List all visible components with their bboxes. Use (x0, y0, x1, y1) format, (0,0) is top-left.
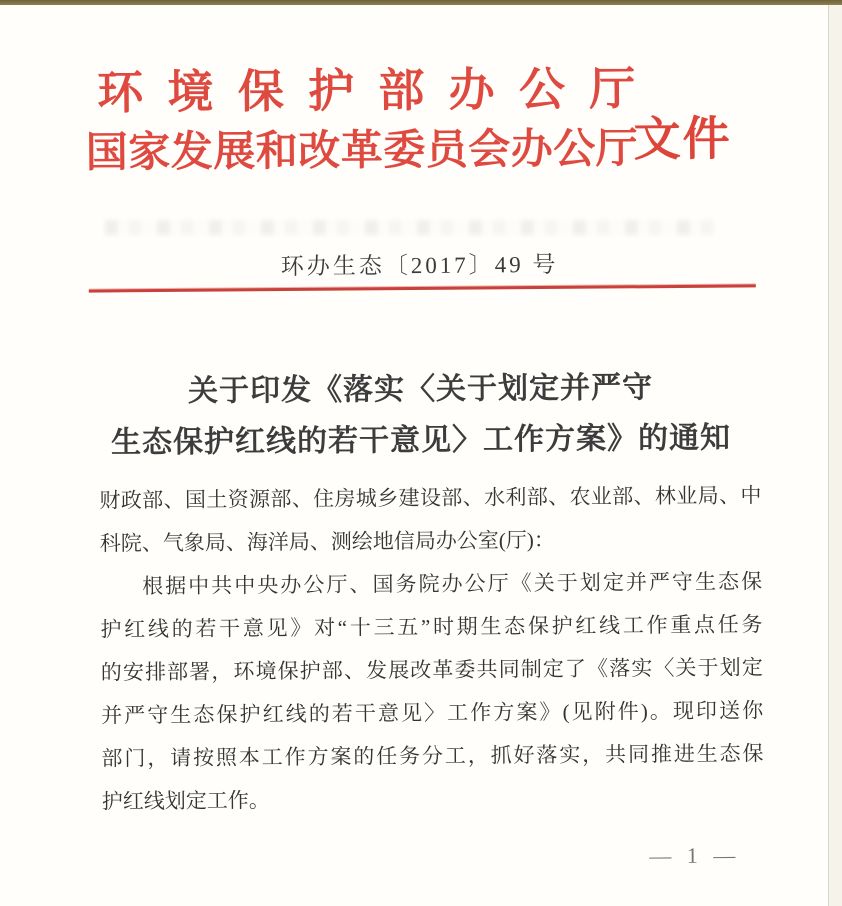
body-line: 护红线的若干意见》对“十三五”时期生态保护红线工作重点任务 (100, 612, 763, 642)
notice-title (0, 361, 842, 470)
body-line: 根据中共中央办公厅、国务院办公厅《关于划定并严守生态保 (142, 569, 763, 599)
body-line: 的安排部署，环境保护部、发展改革委共同制定了《落实〈关于划定 (100, 655, 763, 685)
body-line: 科院、气象局、海洋局、测绘地信局办公室(厅)： (99, 527, 555, 556)
issuer-line-2: 国家发展和改革委员会办公厅 (85, 126, 638, 177)
document-number: 环办生态〔2017〕49 号 (280, 251, 559, 280)
body-line: 护红线划定工作。 (101, 788, 270, 814)
body-line: 部门，请按照本工作方案的任务分工，抓好落实，共同推进生态保 (101, 741, 764, 771)
red-letterhead (85, 59, 746, 179)
doc-type-label: 文件 (633, 113, 732, 167)
body-line: 并严守生态保护红线的若干意见〉工作方案》(见附件)。现印送你 (101, 698, 764, 728)
issuer-line-1: 环境保护部办公厅 (97, 63, 636, 119)
notice-title-line-1: 关于印发《落实〈关于划定并严守 (187, 371, 654, 408)
red-separator-rule (89, 284, 756, 292)
notice-title-line-2: 生态保护红线的若干意见〉工作方案》的通知 (110, 421, 732, 460)
page-number: — 1 — (649, 842, 741, 869)
body-line: 财政部、国土资源部、住房城乡建设部、水利部、农业部、林业局、中 (99, 483, 762, 513)
notice-body (99, 474, 764, 823)
